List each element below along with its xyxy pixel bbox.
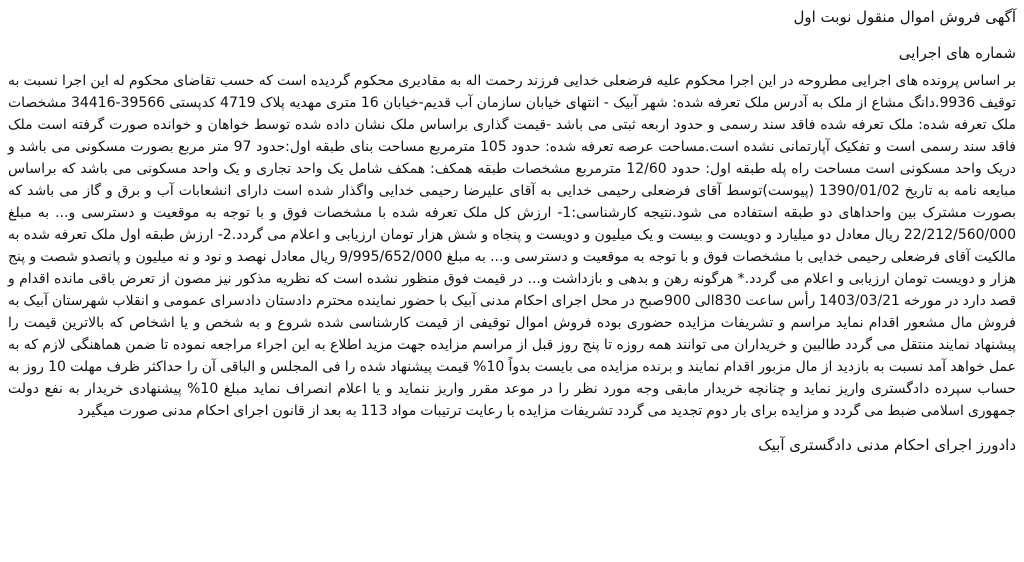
signature: دادورز اجرای احکام مدنی دادگستری آبیک [758,436,1016,454]
notice-title: آگهی فروش اموال منقول نوبت اول [793,8,1016,26]
notice-body: بر اساس پرونده های اجرایی مطروحه در این اجرا محکوم علیه فرضعلی خدایی فرزند رحمت اله به مقادیری محکوم گردیده است که حسب تقاضای محکوم له این اجرا نسبت به توقیف 9936.دانگ مشاع از ملک به آدرس ملک تعرفه شده: شهر آبیک - انتهای خیابان سازمان آب قدیم-خیابان 16 متری مهدیه پلاک 4719 کدپستی 39566-34416 مشخصات ملک تعرفه شده: ملک تعرفه شده فاقد سند رسمی و حدود اربعه ثبتی می باشد -قیمت گذاری براساس ملک نشان داده شده توسط خواهان و خوانده صورت گرفته است ملک فاقد سند رسمی است و تفکیک آپارتمانی نشده است.مساحت عرصه تعرفه شده: حدود 105 مترمربع مساحت بنای طبقه اول:حدود 97 متر مربع بصورت مسکونی می باشد و دریک واحد مسکونی است مساحت راه پله طبقه اول: حدود 12/60 مترمربع مشخصات طبقه همکف: همکف شامل یک واحد تجاری و یک واحد مسکونی می باشد که براساس مبایعه نامه به تاریخ 1390/01/02 (پیوست)توسط آقای فرضعلی رحیمی خدایی به آقای علیرضا رحیمی خدایی واگذار شده است دارای انشعابات آب و برق و گاز می باشد که بصورت مشترک بین واحداهای دو طبقه استفاده می شود.نتیجه کارشناسی:1- ارزش کل ملک تعرفه شده با مشخصات فوق و با توجه به موقعیت و دسترسی و... به مبلغ 22/212/560/000 ریال معادل دو میلیارد و دویست و بیست و یک میلیون و دویست و پنجاه و شش هزار تومان ارزیابی و اعلام می گردد.2- ارزش طبقه اول ملک تعرفه شده به مالکیت آقای فرضعلی رحیمی خدایی با مشخصات فوق و با توجه به موقعیت و دسترسی و... به مبلغ 9/995/652/000 ریال معادل نهصد و نود و نه میلیون و پانصدو شصت و پنج هزار و دویست تومان ارزیابی و اعلام می گردد.* هرگونه رهن و بدهی و بازداشت و... در قیمت فوق منظور نشده است که نظریه مذکور نیز مصون از تعرض باقی مانده اقدام و قصد دارد در مورخه 1403/03/21 رأس ساعت 830الی 900صبح در محل اجرای احکام مدنی آبیک با حضور نماینده محترم دادستان دادسرای عمومی و انقلاب شهرستان آبیک به فروش مال مشعور اقدام نماید مراسم و تشریفات مزایده حضوری بوده فروش اموال توقیفی از قیمت کارشناسی شده شروع و به شخص و یا اشخاص که بالاترین قیمت را پیشنهاد نمایند منتقل می گردد طالبین و خریداران می توانند همه روزه تا پنج روز قبل از مراسم مزایده جهت مزید اطلاع به این اجراء مراجعه نموده تا ضمن هماهنگی لازم که به عمل خواهد آمد نسبت به بازدید از مال مزبور اقدام نمایند و برنده مزایده می بایست بدواً 10% قیمت پیشنهاد شده را فی المجلس و الباقی آن را حداکثر ظرف مهلت 10 روز به حساب سپرده دادگستری واریز نماید و چنانچه خریدار مابقی وجه مورد نظر را در موعد مقرر واریز ننماید و یا اعلام انصراف نماید مبلغ 10% پیشنهادی خریدار به نفع دولت جمهوری اسلامی ضبط می گردد و مزایده برای بار دوم تجدید می گردد تشریفات مزایده با رعایت ترتیبات مواد 113 به بعد از قانون اجرای احکام مدنی صورت میگیرد [8,73,1017,419]
execution-numbers-label: شماره های اجرایی [898,44,1016,62]
